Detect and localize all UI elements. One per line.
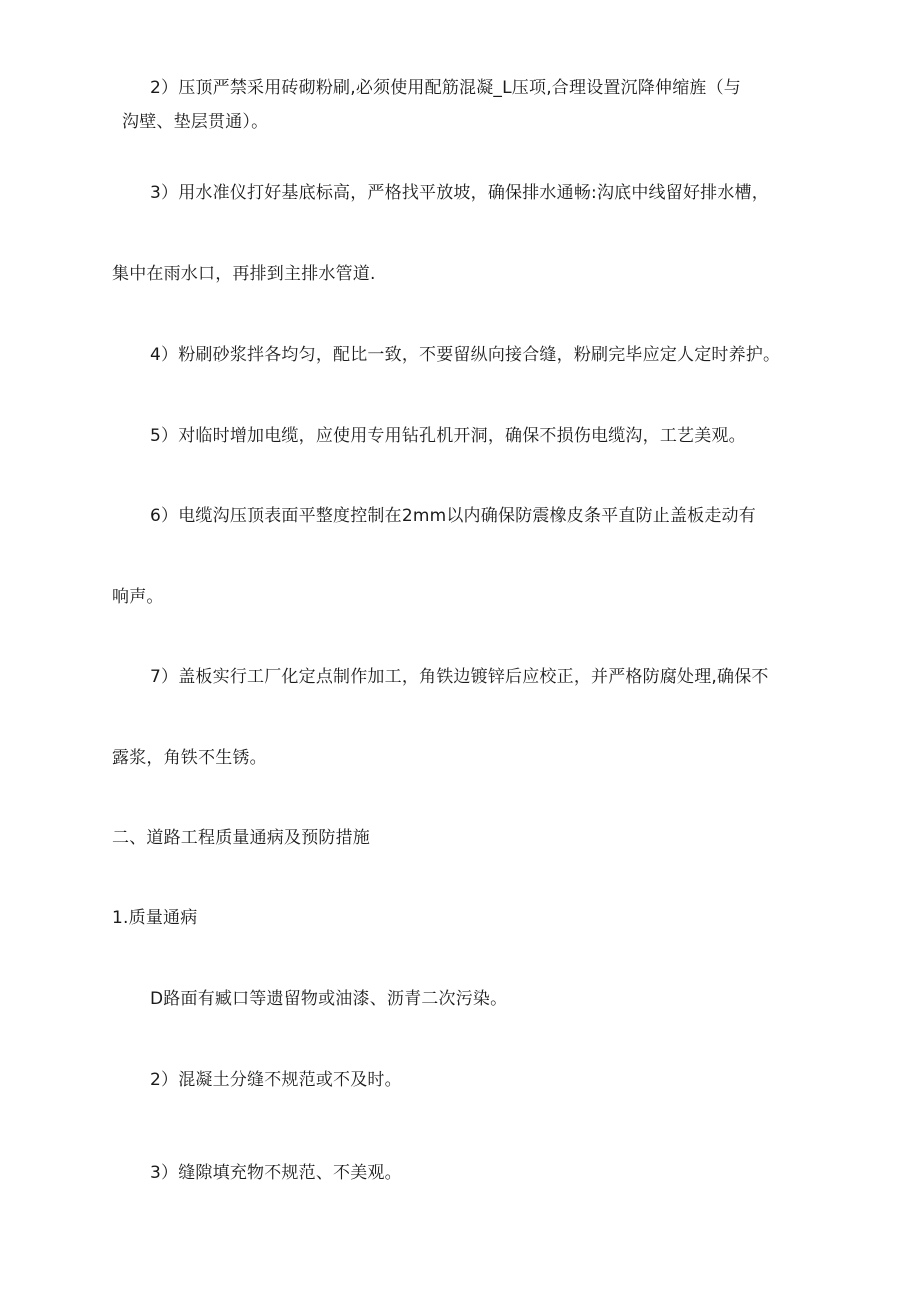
list-item-3: 3）缝隙填充物不规范、不美观。 (150, 1163, 402, 1183)
paragraph-4-line-1: 4）粉刷砂浆拌各均匀，配比一致，不要留纵向接合缝，粉刷完毕应定人定时养护。 (150, 345, 781, 365)
list-item-1: D路面有臧口等遗留物或油漆、沥青二次污染。 (150, 989, 508, 1009)
subsection-heading: 1.质量通病 (112, 908, 198, 928)
paragraph-6-line-2: 响声。 (112, 587, 164, 607)
paragraph-7-line-1: 7）盖板实行工厂化定点制作加工，角铁边镀锌后应校正，并严格防腐处理,确保不 (150, 667, 769, 687)
paragraph-2-line-2: 沟壁、垫层贯通）。 (122, 112, 269, 132)
paragraph-3-line-2: 集中在雨水口，再排到主排水管道. (112, 264, 376, 284)
list-item-2: 2）混凝土分缝不规范或不及时。 (150, 1070, 402, 1090)
section-heading: 二、道路工程质量通病及预防措施 (112, 828, 370, 848)
paragraph-3-line-1: 3）用水准仪打好基底标高，严格找平放坡，确保排水通畅:沟底中线留好排水槽， (150, 183, 769, 203)
paragraph-5-line-1: 5）对临时增加电缆，应使用专用钻孔机开洞，确保不损伤电缆沟，工艺美观。 (150, 426, 746, 446)
paragraph-2-line-1: 2）压顶严禁采用砖砌粉刷,必须使用配筋混凝_L压项,合理设置沉降伸缩旌（与 (150, 78, 741, 98)
paragraph-7-line-2: 露浆，角铁不生锈。 (112, 748, 267, 768)
paragraph-6-line-1: 6）电缆沟压顶表面平整度控制在2mm以内确保防震橡皮条平直防止盖板走动有 (150, 506, 756, 526)
